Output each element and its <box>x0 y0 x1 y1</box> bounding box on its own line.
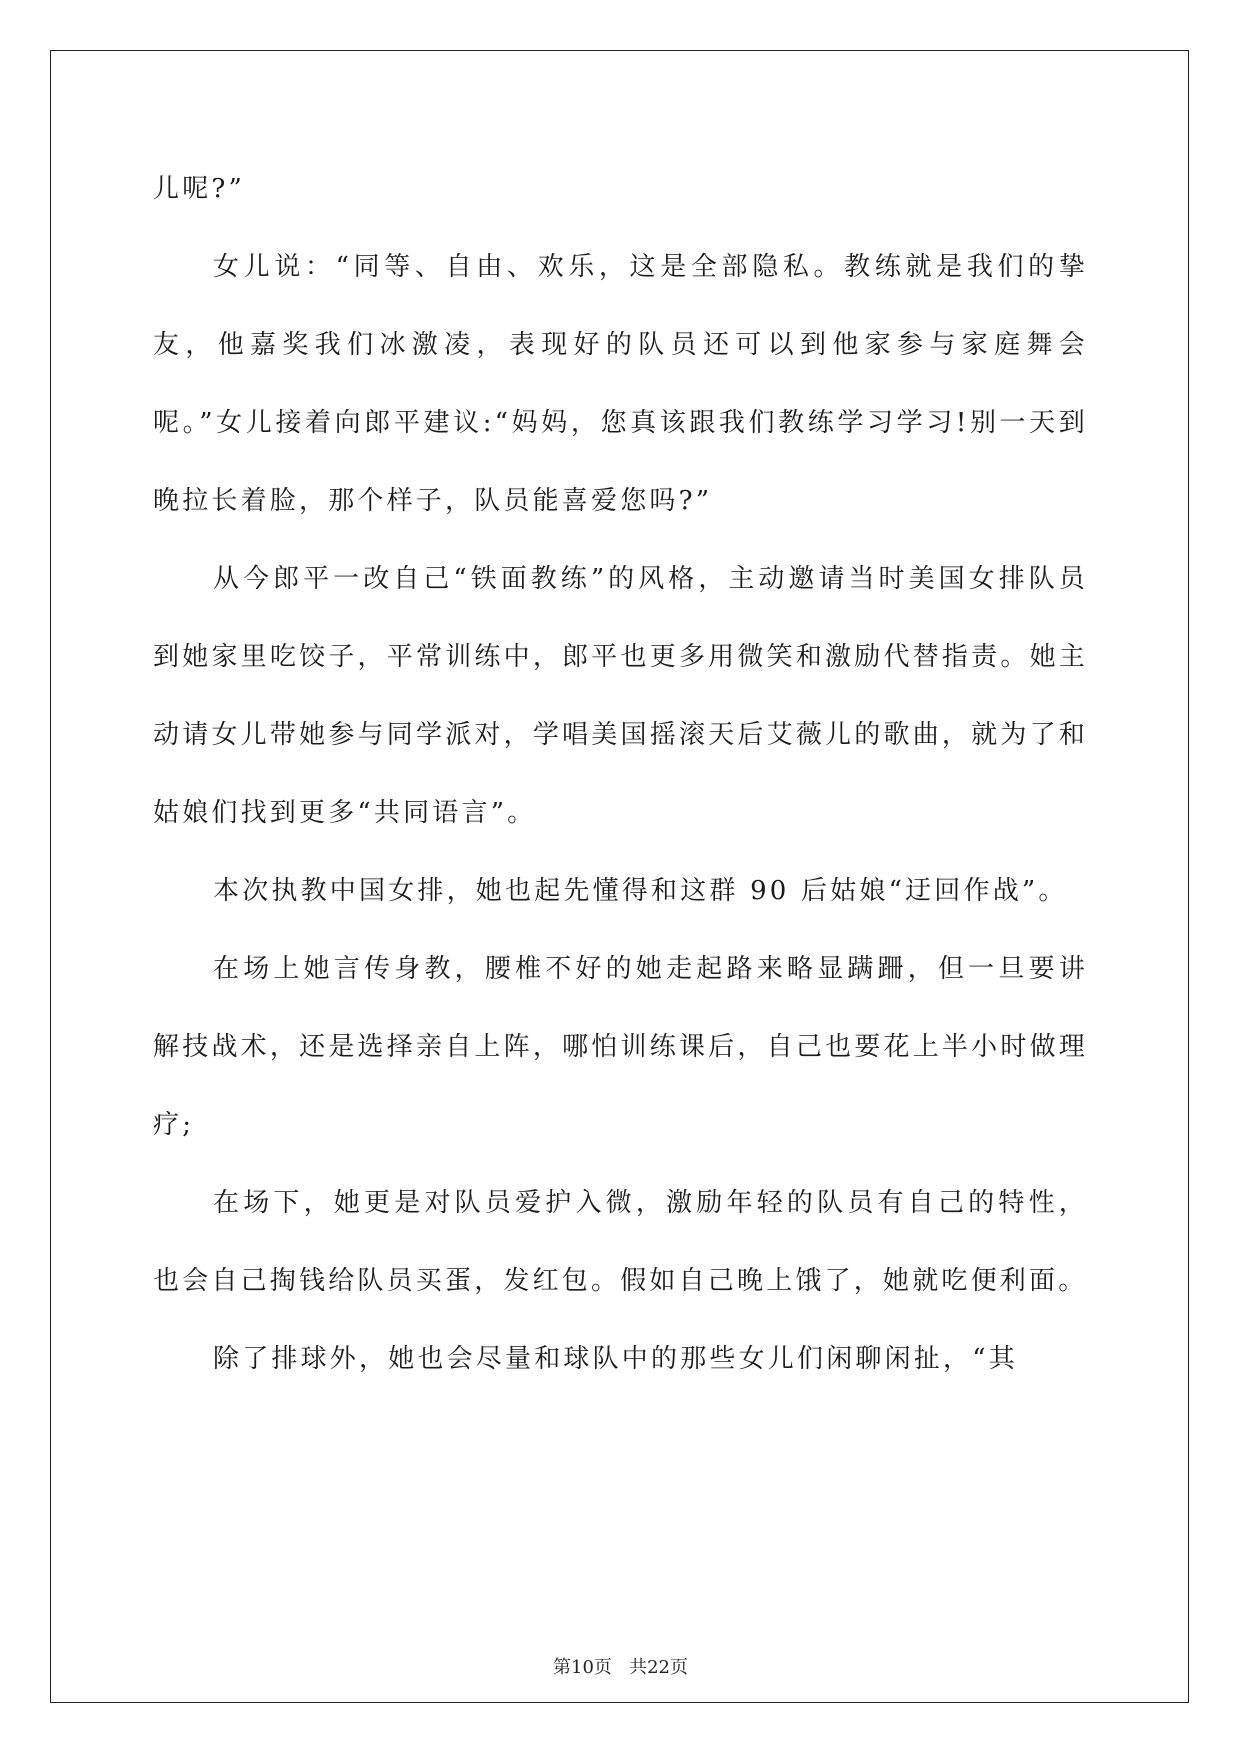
paragraph: 女儿说：“同等、自由、欢乐，这是全部隐私。教练就是我们的挚友，他嘉奖我们冰激凌，表现好的队员还可以到他家参与家庭舞会呢。”女儿接着向郎平建议:“妈妈，您真该跟我们教练学习学习!别一天到晚拉长着脸，那个样子，队员能喜爱您吗?” <box>153 252 1088 516</box>
paragraph: 儿呢?” <box>153 174 246 204</box>
paragraph: 除了排球外，她也会尽量和球队中的那些女儿们闲聊闲扯，“其 <box>213 1344 1018 1374</box>
paragraph: 在场上她言传身教，腰椎不好的她走起路来略显蹒跚，但一旦要讲解技战术，还是选择亲自上阵，哪怕训练课后，自己也要花上半小时做理疗; <box>153 954 1088 1140</box>
document-body <box>153 150 1088 1398</box>
paragraph: 在场下，她更是对队员爱护入微，激励年轻的队员有自己的特性，也会自己掏钱给队员买蛋，发红包。假如自己晚上饿了，她就吃便利面。 <box>153 1188 1088 1296</box>
paragraph: 从今郎平一改自己“铁面教练”的风格，主动邀请当时美国女排队员到她家里吃饺子，平常训练中，郎平也更多用微笑和激励代替指责。她主动请女儿带她参与同学派对，学唱美国摇滚天后艾薇儿的歌曲，就为了和姑娘们找到更多“共同语言”。 <box>153 564 1088 828</box>
paragraph: 本次执教中国女排，她也起先懂得和这群 90 后姑娘“迂回作战”。 <box>213 876 1068 906</box>
page-number-footer: 第10页 共22页 <box>553 1657 688 1678</box>
